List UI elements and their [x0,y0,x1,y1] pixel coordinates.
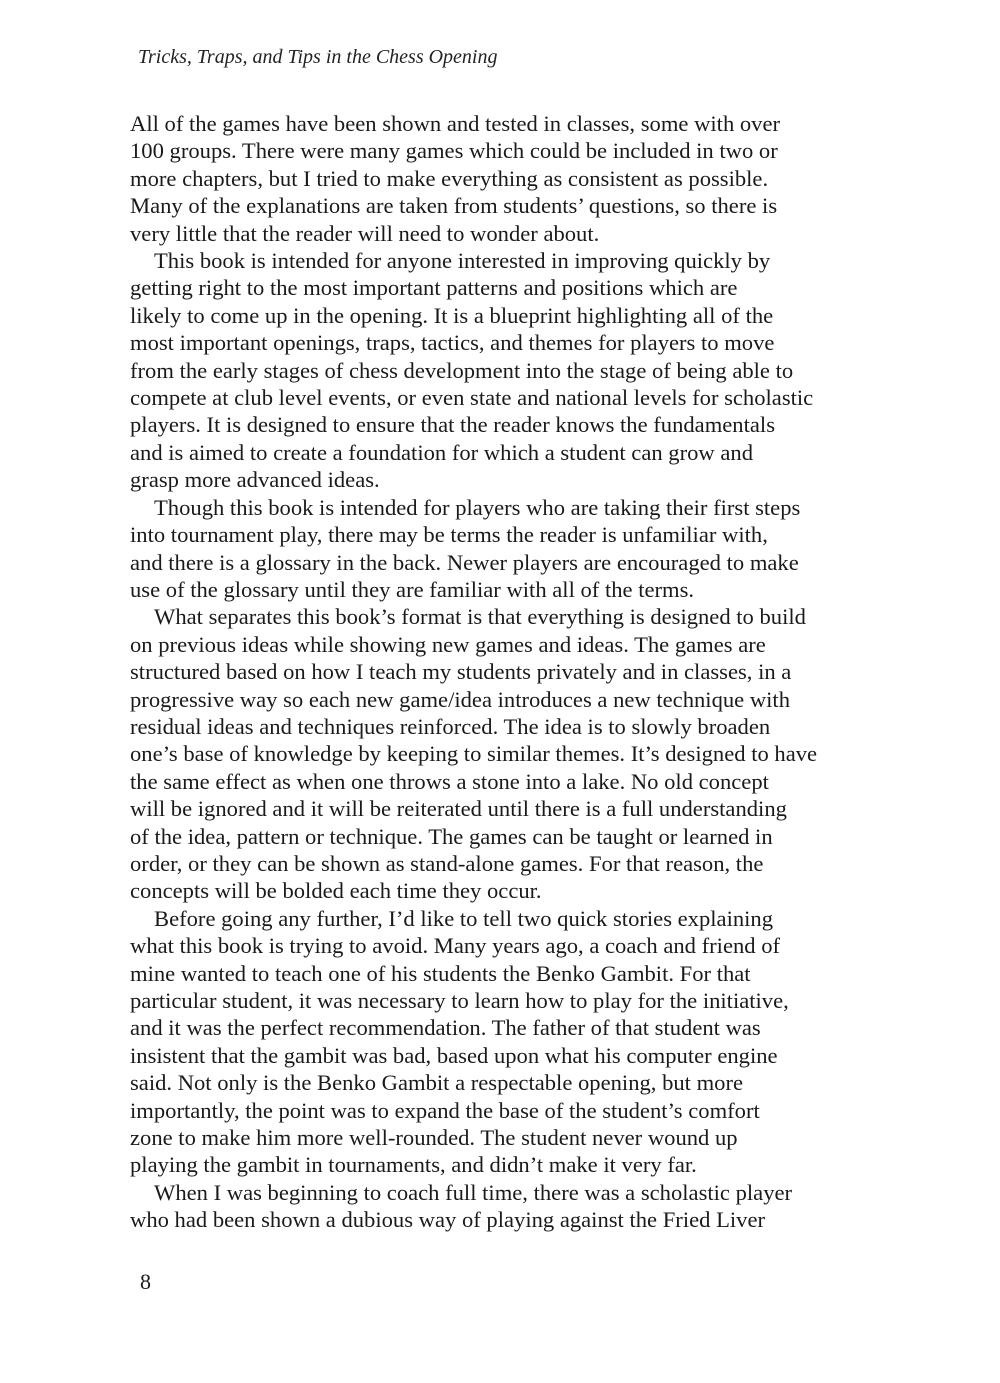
text-line: When I was beginning to coach full time, there was a scholastic player [154,1179,793,1205]
text-line: from the early stages of chess development into the stage of being able to [130,357,794,383]
text-line: and it was the perfect recommendation. The father of that student was [130,1015,761,1041]
text-line: into tournament play, there may be terms the reader is unfamiliar with, [130,522,768,548]
paragraph [130,1179,870,1234]
text-line: mine wanted to teach one of his students the Benko Gambit. For that [130,960,751,986]
text-line: the same effect as when one throws a stone into a lake. No old concept [130,768,769,794]
page-number: 8 [140,1269,151,1294]
text-line: and is aimed to create a foundation for which a student can grow and [130,439,753,465]
text-line: zone to make him more well-rounded. The student never wound up [130,1125,738,1151]
text-line: use of the glossary until they are familiar with all of the terms. [130,576,695,602]
text-line: and there is a glossary in the back. Newer players are encouraged to make [130,549,799,575]
body-text [130,110,870,1234]
text-line: This book is intended for anyone interested in improving quickly by [154,248,771,274]
text-line: players. It is designed to ensure that the reader knows the fundamentals [130,412,775,438]
text-line: who had been shown a dubious way of playing against the Fried Liver [130,1207,765,1233]
text-line: of the idea, pattern or technique. The games can be taught or learned in [130,823,773,849]
text-line: what this book is trying to avoid. Many years ago, a coach and friend of [130,933,781,959]
text-line: order, or they can be shown as stand-alone games. For that reason, the [130,850,764,876]
text-line: getting right to the most important patterns and positions which are [130,275,738,301]
text-line: Though this book is intended for players who are taking their first steps [154,494,801,520]
paragraph [130,494,870,604]
text-line: likely to come up in the opening. It is a blueprint highlighting all of the [130,302,774,328]
text-line: playing the gambit in tournaments, and didn’t make it very far. [130,1152,697,1178]
text-line: structured based on how I teach my students privately and in classes, in a [130,659,792,685]
text-line: more chapters, but I tried to make everything as consistent as possible. [130,165,769,191]
text-line: grasp more advanced ideas. [130,467,380,493]
paragraph [130,603,870,904]
text-line: said. Not only is the Benko Gambit a respectable opening, but more [130,1070,744,1096]
text-line: will be ignored and it will be reiterated until there is a full understanding [130,796,787,822]
text-line: 100 groups. There were many games which could be included in two or [130,138,778,164]
text-line: compete at club level events, or even state and national levels for scholastic [130,385,814,411]
paragraph [130,247,870,494]
text-line: Many of the explanations are taken from students’ questions, so there is [130,193,778,219]
text-line: one’s base of knowledge by keeping to similar themes. It’s designed to have [130,741,818,767]
text-line: on previous ideas while showing new games and ideas. The games are [130,631,766,657]
text-line: residual ideas and techniques reinforced. The idea is to slowly broaden [130,713,771,739]
running-head: Tricks, Traps, and Tips in the Chess Opening [138,46,498,68]
paragraph [130,905,870,1179]
paragraph [130,110,870,247]
text-line: All of the games have been shown and tested in classes, some with over [130,111,781,136]
text-line: Before going any further, I’d like to tell two quick stories explaining [154,905,774,931]
text-line: What separates this book’s format is that everything is designed to build [154,604,806,630]
text-line: very little that the reader will need to wonder about. [130,220,600,246]
text-line: most important openings, traps, tactics, and themes for players to move [130,330,775,356]
text-line: importantly, the point was to expand the base of the student’s comfort [130,1097,760,1123]
text-line: particular student, it was necessary to learn how to play for the initiative, [130,988,789,1013]
text-line: concepts will be bolded each time they occur. [130,878,542,904]
text-line: progressive way so each new game/idea introduces a new technique with [130,686,791,712]
text-line: insistent that the gambit was bad, based upon what his computer engine [130,1042,778,1068]
